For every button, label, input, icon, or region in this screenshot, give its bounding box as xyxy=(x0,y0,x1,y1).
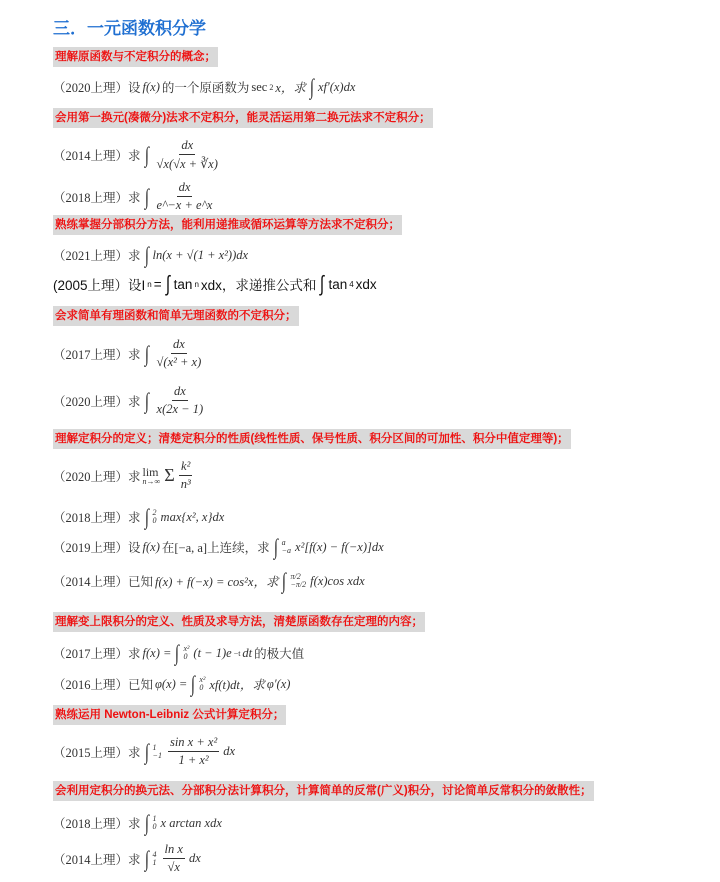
fraction xyxy=(155,180,215,213)
integral-sign: ∫ xyxy=(144,387,149,413)
upper-limit: x² xyxy=(199,675,206,684)
section-heading: 熟练掌握分部积分方法，能利用递推或循环运算等方法求不定积分； xyxy=(53,215,402,235)
page-title: 三．一元函数积分学 xyxy=(53,19,206,38)
math-expr: f(x) + f(−x) = cos²x，求 xyxy=(155,575,279,589)
integral-limits xyxy=(291,573,307,589)
problem-prefix: （2015上理）求 xyxy=(53,745,141,760)
problem-text: xdx，求递推公式和 xyxy=(200,278,317,293)
math-expr: f(x)cos xdx xyxy=(310,573,365,588)
lim-subscript: n→∞ xyxy=(142,476,161,486)
section-heading: 熟练运用 Newton-Leibniz 公式计算定积分； xyxy=(53,705,286,725)
integral-sign: ∫ xyxy=(320,271,325,296)
problem-prefix: （2014上理）已知 xyxy=(53,575,154,589)
problem-7 xyxy=(53,384,207,417)
integral-sign: ∫ xyxy=(282,568,287,593)
fraction-numerator: dx xyxy=(172,384,188,401)
fraction-denominator: e^−x + e^x xyxy=(156,198,213,212)
problem-6 xyxy=(53,337,205,370)
fraction xyxy=(163,842,185,875)
problem-10 xyxy=(53,536,384,558)
fraction xyxy=(179,459,193,492)
problem-prefix: （2014上理）求 xyxy=(53,852,141,867)
math-expr: dx xyxy=(188,851,201,865)
math-expr: φ(x) = xyxy=(155,676,188,691)
lower-limit: 0 xyxy=(152,822,157,831)
problem-prefix: （2018上理）求 xyxy=(53,817,141,831)
problem-text: 的一个原函数为 xyxy=(161,81,250,95)
problem-4 xyxy=(53,244,248,266)
fraction-denominator: x(2x − 1) xyxy=(156,402,204,416)
integral-sign: ∫ xyxy=(144,504,149,529)
problem-prefix: （2020上理）求 xyxy=(53,469,141,484)
problem-3 xyxy=(53,180,216,213)
lower-limit: 1 xyxy=(152,857,157,867)
problem-prefix: （2016上理）已知 xyxy=(53,678,154,692)
sum-sign: Σ xyxy=(164,465,175,485)
integral-sign: ∫ xyxy=(144,340,149,366)
lower-limit: 0 xyxy=(183,652,188,661)
problem-16 xyxy=(53,842,201,875)
fraction xyxy=(155,337,204,370)
integral-sign: ∫ xyxy=(191,671,196,696)
fraction-numerator: sin x + x² xyxy=(168,735,219,752)
math-expr: ln(x + √(1 + x²))dx xyxy=(152,247,249,262)
upper-limit: π/2 xyxy=(290,572,301,581)
section-heading: 理解变上限积分的定义、性质及求导方法，清楚原函数存在定理的内容； xyxy=(53,612,425,632)
problem-9 xyxy=(53,506,224,528)
fraction-denominator: n³ xyxy=(180,477,191,491)
math-expr: (t − 1)e xyxy=(193,645,232,660)
problem-prefix: （2014上理）求 xyxy=(53,149,141,163)
integral-sign: ∫ xyxy=(144,142,149,167)
math-expr: x arctan xdx xyxy=(160,815,222,830)
integral-limits xyxy=(153,744,162,760)
problem-prefix: （2019上理）设 xyxy=(53,541,141,555)
fraction xyxy=(155,384,206,417)
problem-1: （2020上理）设 f(x) 的一个原函数为 sec 2 x，求 ∫ xf′(x)dx xyxy=(53,74,356,99)
section-heading: 会用第一换元(凑微分)法求不定积分，能灵活运用第二换元法求不定积分； xyxy=(53,108,433,128)
fraction-denominator: 1 + x² xyxy=(178,753,209,767)
upper-limit: a xyxy=(281,538,286,547)
problem-text: 的极大值 xyxy=(254,647,305,661)
integral-limits xyxy=(199,676,205,692)
math-expr: = xyxy=(153,276,162,292)
fraction-denominator: √x(√x + ∛x) xyxy=(156,157,218,171)
problem-prefix: （2020上理）求 xyxy=(53,394,141,409)
upper-limit: x² xyxy=(183,644,190,653)
problem-prefix: （2017上理）求 xyxy=(53,647,141,661)
lim-text: lim xyxy=(142,464,159,479)
integral-sign: ∫ xyxy=(273,534,278,559)
fraction-numerator: ln x xyxy=(163,842,185,859)
problem-2 xyxy=(53,138,222,172)
integral-limits xyxy=(282,539,291,555)
math-expr: xf(t)dt，求 xyxy=(209,678,265,692)
limit-operator xyxy=(143,466,161,486)
integral-sign: ∫ xyxy=(144,242,149,267)
math-expr: tan xyxy=(328,276,348,292)
lower-limit: 0 xyxy=(152,516,157,525)
fraction-numerator: dx xyxy=(171,337,187,354)
upper-limit: 1 xyxy=(152,814,157,823)
math-expr: dx xyxy=(223,744,236,758)
fraction-denominator: √(x² + x) xyxy=(156,355,202,369)
fraction-numerator: dx xyxy=(177,180,193,197)
math-expr: tan xyxy=(173,276,193,292)
upper-limit: 2 xyxy=(152,508,157,517)
math-expr: f(x) xyxy=(142,539,160,554)
problem-15 xyxy=(53,812,222,834)
math-expr: f(x) xyxy=(142,79,160,94)
lower-limit: −a xyxy=(281,546,292,555)
fraction xyxy=(155,138,220,172)
problem-5: (2005上理）设I n = ∫ tan n xdx，求递推公式和 ∫ tan 4 xdx xyxy=(53,271,377,296)
integral-sign: ∫ xyxy=(144,845,149,871)
fraction-denominator: √x xyxy=(167,860,180,874)
lower-limit: −π/2 xyxy=(290,580,307,589)
integral-sign: ∫ xyxy=(309,74,315,99)
integral-limits xyxy=(183,645,189,661)
math-expr: xdx xyxy=(355,276,377,292)
integral-sign: ∫ xyxy=(165,271,170,296)
math-expr: φ′(x) xyxy=(266,676,291,691)
math-expr: sec xyxy=(251,79,268,94)
integral-sign: ∫ xyxy=(175,640,180,665)
section-heading: 理解定积分的定义；清楚定积分的性质(线性性质、保号性质、积分区间的可加性、积分中值定理等)； xyxy=(53,429,571,449)
problem-prefix: （2017上理）求 xyxy=(53,347,141,362)
fraction xyxy=(168,735,219,768)
problem-14 xyxy=(53,735,235,768)
problem-text: 在[−a, a]上连续，求 xyxy=(161,541,270,555)
integral-sign: ∫ xyxy=(144,183,149,209)
problem-prefix: （2018上理）求 xyxy=(53,511,141,525)
integral-limits xyxy=(153,815,157,831)
lower-limit: −1 xyxy=(152,750,162,760)
fraction-numerator: k² xyxy=(179,459,192,476)
problem-13 xyxy=(53,673,290,695)
math-expr: x，求 xyxy=(275,81,306,95)
integral-sign: ∫ xyxy=(144,738,149,764)
problem-8 xyxy=(53,459,195,492)
problem-prefix: （2021上理）求 xyxy=(53,249,141,263)
problem-11 xyxy=(53,570,365,592)
math-expr: dt xyxy=(242,645,253,660)
math-expr: max{x², x}dx xyxy=(160,509,225,524)
math-expr: x²[f(x) − f(−x)]dx xyxy=(295,539,384,554)
math-expr: xf′(x)dx xyxy=(317,79,356,94)
section-heading: 理解原函数与不定积分的概念； xyxy=(53,47,218,67)
lower-limit: 0 xyxy=(199,683,204,692)
section-heading: 会求简单有理函数和简单无理函数的不定积分； xyxy=(53,306,299,326)
integral-sign: ∫ xyxy=(144,810,149,835)
integral-limits xyxy=(153,851,157,867)
section-heading: 会利用定积分的换元法、分部积分法计算积分，计算简单的反常(广义)积分，讨论简单反常积分的敛散性； xyxy=(53,781,594,801)
problem-prefix: (2005上理）设I xyxy=(53,278,146,293)
integral-limits xyxy=(153,509,157,525)
upper-limit: 4 xyxy=(152,849,157,859)
fraction-numerator: dx xyxy=(179,138,195,155)
problem-prefix: （2020上理）设 xyxy=(53,81,141,95)
math-expr: f(x) = xyxy=(142,645,172,660)
problem-prefix: （2018上理）求 xyxy=(53,190,141,205)
problem-12: （2017上理）求 f(x) = ∫ x² 0 (t − 1)e −t dt 的极大值 xyxy=(53,640,305,665)
upper-limit: 1 xyxy=(152,742,157,752)
